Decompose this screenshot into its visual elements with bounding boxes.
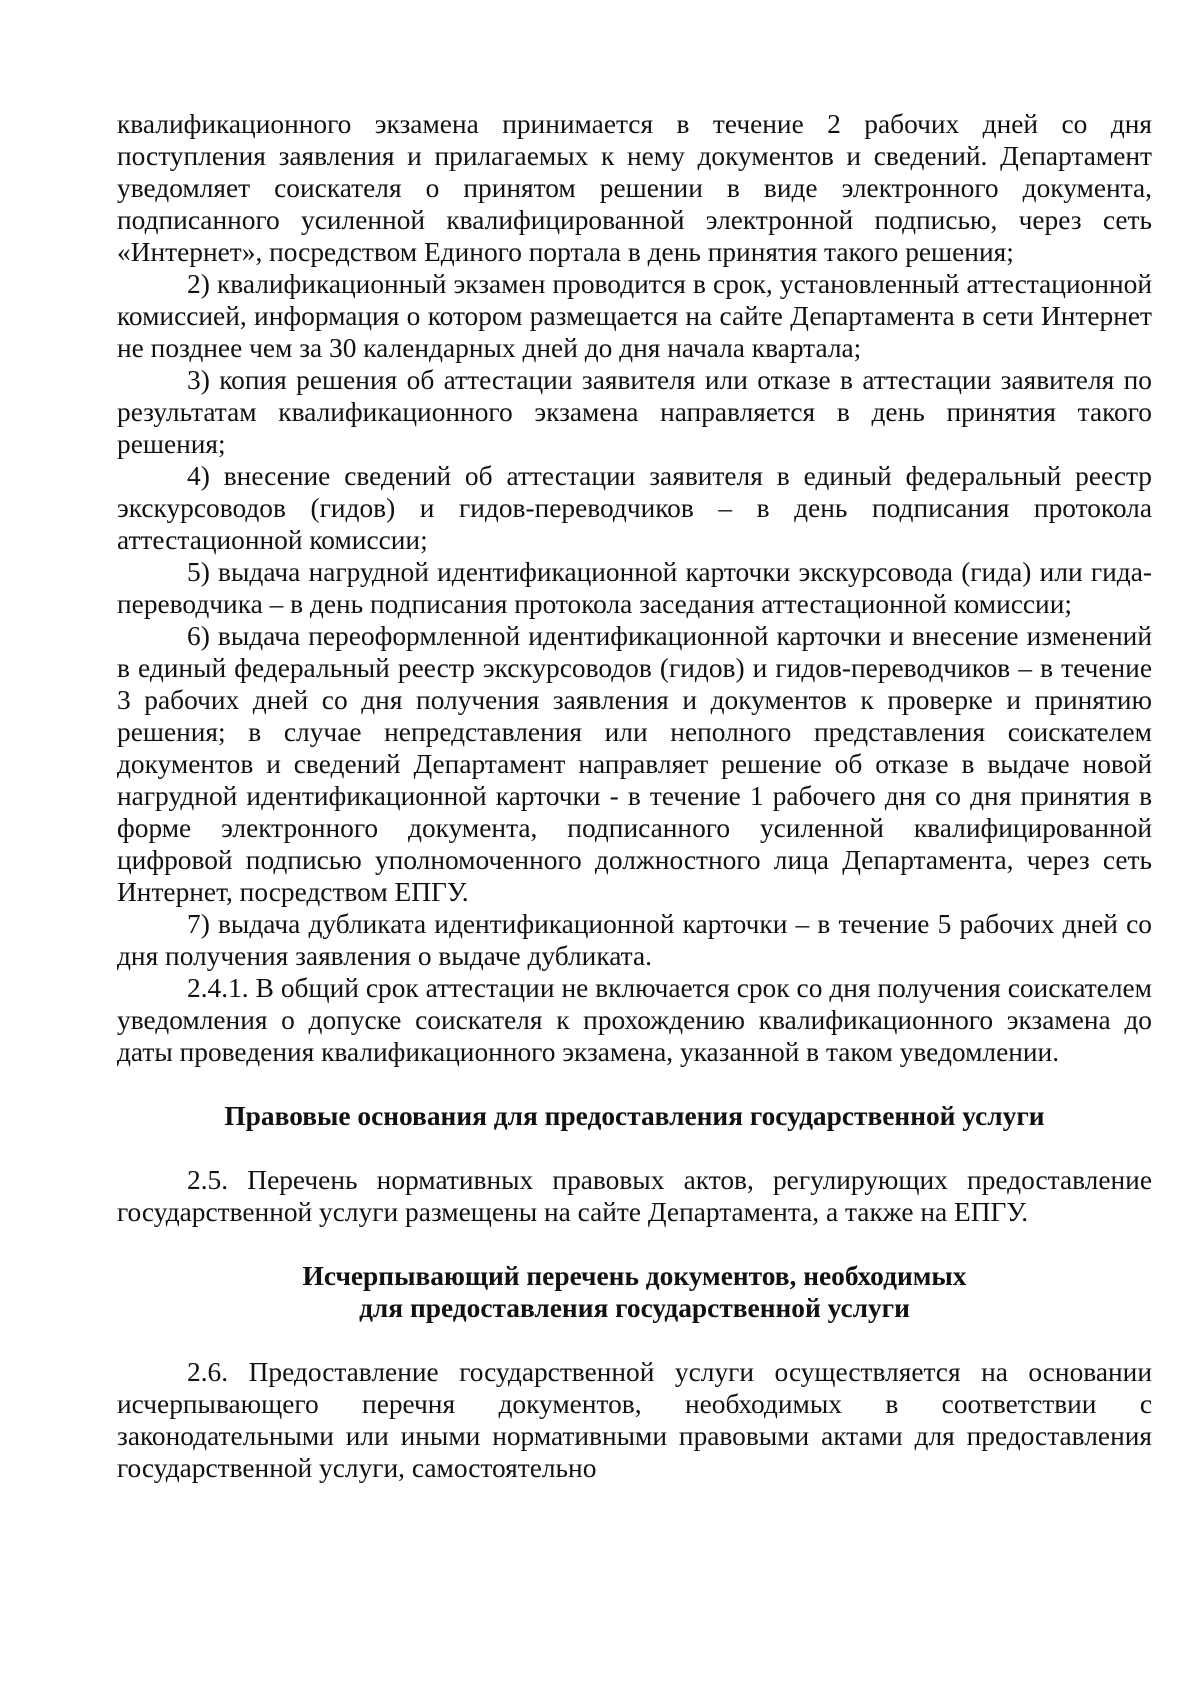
- spacer: [117, 1068, 1152, 1100]
- section-heading-documents-line1: Исчерпывающий перечень документов, необходимых: [302, 1261, 967, 1291]
- paragraph-2-6: 2.6. Предоставление государственной услуги осуществляется на основании исчерпывающего перечня документов, необходимых в соответствии с законодательными или иными нормативными правовыми актами для предоставления государственной услуги, самостоятельно: [117, 1357, 1152, 1483]
- spacer: [117, 1324, 1152, 1356]
- paragraph-continuation: квалификационного экзамена принимается в течение 2 рабочих дней со дня поступления заявления и прилагаемых к нему документов и сведений. Департамент уведомляет соискателя о принятом решении в виде электронного документа, подписанного усиленной квалифицированной электронной подписью, через сеть «Интернет», посредством Единого портала в день принятия такого решения;: [117, 109, 1152, 267]
- paragraph-item-6: 6) выдача переоформленной идентификационной карточки и внесение изменений в единый федеральный реестр экскурсоводов (гидов) и гидов-переводчиков – в течение 3 рабочих дней со дня получения заявления и документов к проверке и принятию решения; в случае непредставления или неполного представления соискателем документов и сведений Департамент направляет решение об отказе в выдаче новой нагрудной идентификационной карточки - в течение 1 рабочего дня со дня принятия в форме электронного документа, подписанного усиленной квалифицированной цифровой подписью уполномоченного должностного лица Департамента, через сеть Интернет, посредством ЕПГУ.: [117, 621, 1152, 907]
- paragraph-item-5: 5) выдача нагрудной идентификационной карточки экскурсовода (гида) или гида-переводчика – в день подписания протокола заседания аттестационной комиссии;: [117, 557, 1152, 619]
- section-heading-legal-text: Правовые основания для предоставления государственной услуги: [224, 1101, 1045, 1131]
- document-body: [117, 108, 1152, 1484]
- paragraph-item-2: 2) квалификационный экзамен проводится в срок, установленный аттестационной комиссией, информация о котором размещается на сайте Департамента в сети Интернет не позднее чем за 30 календарных дней до дня начала квартала;: [117, 269, 1152, 363]
- section-heading-documents: [117, 1260, 1152, 1324]
- paragraph-item-7: 7) выдача дубликата идентификационной карточки – в течение 5 рабочих дней со дня получения заявления о выдаче дубликата.: [117, 909, 1152, 971]
- section-heading-documents-line2: для предоставления государственной услуги: [359, 1293, 910, 1323]
- paragraph-2-5: 2.5. Перечень нормативных правовых актов, регулирующих предоставление государственной услуги размещены на сайте Департамента, а также на ЕПГУ.: [117, 1165, 1152, 1227]
- spacer: [117, 1132, 1152, 1164]
- section-heading-legal: [117, 1100, 1152, 1132]
- paragraph-item-4: 4) внесение сведений об аттестации заявителя в единый федеральный реестр экскурсоводов (гидов) и гидов-переводчиков – в день подписания протокола аттестационной комиссии;: [117, 461, 1152, 555]
- paragraph-item-3: 3) копия решения об аттестации заявителя или отказе в аттестации заявителя по результатам квалификационного экзамена направляется в день принятия такого решения;: [117, 365, 1152, 459]
- paragraph-2-4-1: 2.4.1. В общий срок аттестации не включается срок со дня получения соискателем уведомления о допуске соискателя к прохождению квалификационного экзамена до даты проведения квалификационного экзамена, указанной в таком уведомлении.: [117, 973, 1152, 1067]
- spacer: [117, 1228, 1152, 1260]
